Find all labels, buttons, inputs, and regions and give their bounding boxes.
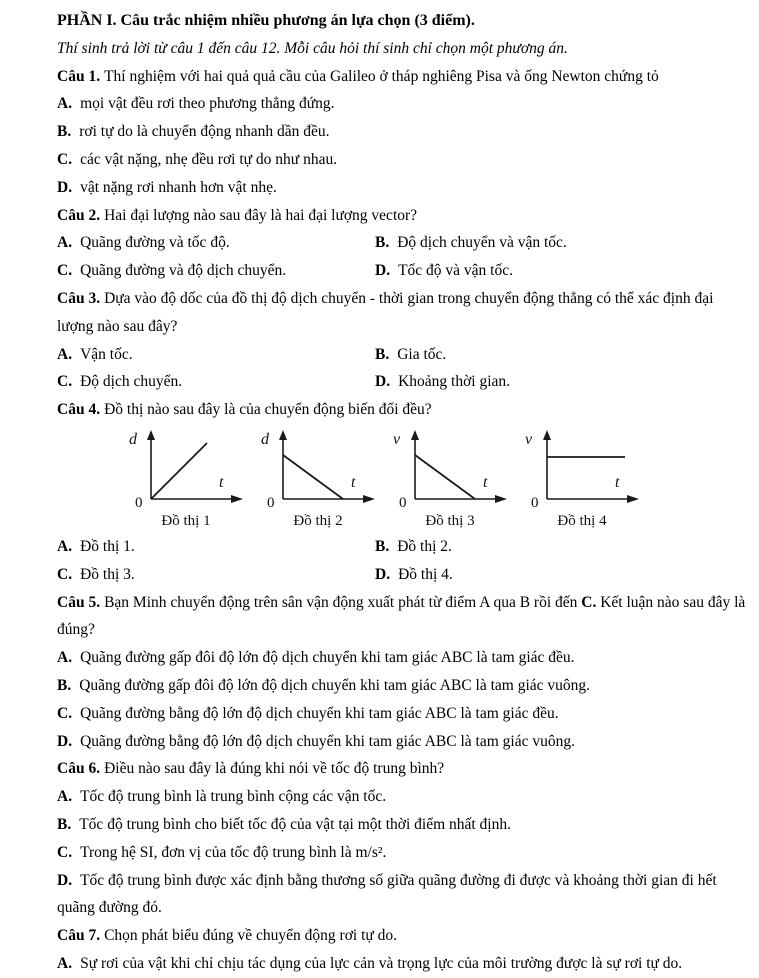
option-d-text: Khoảng thời gian. (398, 373, 511, 391)
option-c-text: Quãng đường bằng độ lớn độ dịch chuyển khi tam giác ABC là tam giác đều. (80, 704, 559, 722)
question-3-stem (57, 285, 747, 341)
option-a-label: A. (57, 788, 73, 806)
chart-do-thi-2 (253, 427, 383, 532)
option-a-label: A. (57, 345, 73, 363)
option-b-label: B. (375, 537, 390, 555)
y-axis-label: d (261, 430, 269, 448)
question-1-text: Thí nghiệm với hai quả quả cầu của Galileo ở tháp nghiêng Pisa và ống Newton chứng tỏ (104, 67, 659, 85)
option-a-label: A. (57, 95, 73, 113)
chart-caption: Đồ thị 1 (161, 512, 211, 529)
question-3-option-d (375, 368, 747, 396)
question-3-option-b (375, 341, 747, 369)
option-d-text: Quãng đường bằng độ lớn độ dịch chuyển khi tam giác ABC là tam giác vuông. (80, 732, 575, 750)
question-4-text: Đồ thị nào sau đây là của chuyển động biến đổi đều? (104, 401, 432, 419)
vt-graph-falling-line (385, 427, 515, 511)
question-4-figure (121, 427, 747, 532)
x-axis-arrow-icon (231, 495, 243, 503)
y-axis-label: d (129, 430, 137, 448)
option-b-label: B. (57, 123, 72, 141)
option-a-label: A. (57, 649, 73, 667)
question-2-option-a (57, 229, 375, 257)
option-b-label: B. (375, 345, 390, 363)
option-d-label: D. (375, 565, 391, 583)
question-3-option-c (57, 368, 375, 396)
question-1-stem (57, 63, 747, 91)
question-5-text-after: Kết luận nào sau đây là đúng? (57, 593, 746, 639)
x-axis-arrow-icon (363, 495, 375, 503)
option-c-text: Quãng đường và độ dịch chuyển. (80, 262, 287, 280)
x-axis-label: t (219, 473, 224, 491)
question-2-options-row-1 (57, 229, 747, 257)
option-c-text: Đồ thị 3. (80, 565, 135, 583)
question-7-stem (57, 922, 747, 950)
question-4-label: Câu 4. (57, 401, 101, 419)
origin-label: 0 (531, 494, 539, 511)
origin-label: 0 (135, 494, 143, 511)
option-b-text: Tốc độ trung bình cho biết tốc độ của vật tại một thời điểm nhất định. (79, 815, 511, 833)
dt-graph-falling-line (253, 427, 383, 511)
option-a-text: Quãng đường gấp đôi độ lớn độ dịch chuyển khi tam giác ABC là tam giác đều. (80, 649, 575, 667)
question-4-option-a (57, 533, 375, 561)
y-axis-arrow-icon (543, 430, 551, 440)
data-line (415, 455, 475, 499)
question-3-options-row-2 (57, 368, 747, 396)
option-b-text: Gia tốc. (397, 345, 447, 363)
question-5-option-a (57, 644, 747, 672)
y-axis-arrow-icon (411, 430, 419, 440)
vt-graph-constant-line (517, 427, 647, 511)
option-a-text: Đồ thị 1. (80, 537, 135, 555)
option-b-text: Đồ thị 2. (397, 537, 452, 555)
option-a-label: A. (57, 234, 73, 252)
option-d-text: vật nặng rơi nhanh hơn vật nhẹ. (80, 178, 277, 196)
question-6-option-d (57, 867, 747, 923)
question-4-option-c (57, 561, 375, 589)
option-d-label: D. (57, 732, 73, 750)
origin-label: 0 (267, 494, 275, 511)
question-5-option-d (57, 728, 747, 756)
option-d-label: D. (375, 373, 391, 391)
option-c-label: C. (57, 704, 73, 722)
question-2-text: Hai đại lượng nào sau đây là hai đại lượng vector? (104, 206, 418, 224)
y-axis-label: v (393, 430, 401, 448)
question-1-option-a (57, 90, 747, 118)
option-d-text: Đồ thị 4. (398, 565, 453, 583)
question-6-label: Câu 6. (57, 760, 101, 778)
question-5-bold-c: C. (581, 593, 597, 611)
option-c-label: C. (57, 565, 73, 583)
question-3-label: Câu 3. (57, 289, 101, 307)
question-7-option-a (57, 950, 747, 978)
question-2-option-c (57, 257, 375, 285)
option-a-text: Sự rơi của vật khi chỉ chịu tác dụng của lực cản và trọng lực của môi trường được là sự rơi tự do. (80, 954, 683, 972)
option-a-label: A. (57, 537, 73, 555)
question-3-option-a (57, 341, 375, 369)
option-d-label: D. (57, 871, 73, 889)
question-1-option-d (57, 174, 747, 202)
part-title: PHẦN I. Câu trắc nhiệm nhiều phương án lựa chọn (3 điểm). (57, 12, 475, 29)
option-d-text: Tốc độ và vận tốc. (398, 262, 513, 280)
option-c-text: các vật nặng, nhẹ đều rơi tự do như nhau. (80, 150, 338, 168)
chart-do-thi-4 (517, 427, 647, 532)
question-4-stem (57, 396, 747, 424)
option-c-label: C. (57, 373, 73, 391)
data-line (151, 443, 207, 499)
instruction-text: Thí sinh trả lời từ câu 1 đến câu 12. Mỗi câu hỏi thí sinh chỉ chọn một phương án. (57, 39, 568, 57)
question-5-stem (57, 589, 747, 645)
x-axis-label: t (483, 473, 488, 491)
chart-do-thi-3 (385, 427, 515, 532)
option-a-text: mọi vật đều rơi theo phương thẳng đứng. (80, 95, 335, 113)
question-6-option-c (57, 839, 747, 867)
origin-label: 0 (399, 494, 407, 511)
question-3-options-row-1 (57, 341, 747, 369)
option-c-text: Độ dịch chuyển. (80, 373, 183, 391)
option-b-text: Quãng đường gấp đôi độ lớn độ dịch chuyển khi tam giác ABC là tam giác vuông. (79, 676, 591, 694)
data-line (283, 455, 343, 499)
x-axis-label: t (351, 473, 356, 491)
option-b-text: Độ dịch chuyển và vận tốc. (397, 234, 567, 252)
option-c-label: C. (57, 843, 73, 861)
question-4-options-row-1 (57, 533, 747, 561)
chart-caption: Đồ thị 4 (557, 512, 607, 529)
question-6-option-b (57, 811, 747, 839)
question-1-label: Câu 1. (57, 67, 101, 85)
question-1-option-b (57, 118, 747, 146)
option-b-label: B. (375, 234, 390, 252)
question-2-stem (57, 202, 747, 230)
question-2-options-row-2 (57, 257, 747, 285)
chart-caption: Đồ thị 2 (293, 512, 343, 529)
question-5-label: Câu 5. (57, 593, 101, 611)
option-a-text: Tốc độ trung bình là trung bình cộng các vận tốc. (80, 788, 387, 806)
option-c-label: C. (57, 150, 73, 168)
chart-do-thi-1 (121, 427, 251, 532)
question-5-option-b (57, 672, 747, 700)
option-b-label: B. (57, 676, 72, 694)
option-d-label: D. (375, 262, 391, 280)
question-7-label: Câu 7. (57, 927, 101, 945)
x-axis-arrow-icon (627, 495, 639, 503)
option-b-label: B. (57, 815, 72, 833)
question-4-option-b (375, 533, 747, 561)
option-d-label: D. (57, 178, 73, 196)
option-c-label: C. (57, 262, 73, 280)
question-2-option-b (375, 229, 747, 257)
question-2-option-d (375, 257, 747, 285)
x-axis-label: t (615, 473, 620, 491)
option-c-text: Trong hệ SI, đơn vị của tốc độ trung bình là m/s². (80, 843, 387, 861)
y-axis-arrow-icon (279, 430, 287, 440)
question-6-stem (57, 755, 747, 783)
option-b-text: rơi tự do là chuyển động nhanh dần đều. (79, 123, 330, 141)
dt-graph-rising-line (121, 427, 251, 511)
question-6-option-a (57, 783, 747, 811)
question-4-options-row-2 (57, 561, 747, 589)
option-d-text: Tốc độ trung bình được xác định bằng thương số giữa quãng đường đi được và khoảng thời gian đi hết quãng đường đó. (57, 871, 717, 917)
question-3-text: Dựa vào độ dốc của đồ thị độ dịch chuyển - thời gian trong chuyển động thẳng có thể xác định đại lượng nào sau đây? (57, 289, 714, 335)
x-axis-arrow-icon (495, 495, 507, 503)
question-4-option-d (375, 561, 747, 589)
question-5-option-c (57, 700, 747, 728)
chart-caption: Đồ thị 3 (425, 512, 475, 529)
question-6-text: Điều nào sau đây là đúng khi nói về tốc độ trung bình? (104, 760, 445, 778)
question-1-option-c (57, 146, 747, 174)
option-a-text: Vận tốc. (80, 345, 133, 363)
y-axis-label: v (525, 430, 533, 448)
option-a-text: Quãng đường và tốc độ. (80, 234, 230, 252)
option-a-label: A. (57, 954, 73, 972)
y-axis-arrow-icon (147, 430, 155, 440)
question-5-text-before: Bạn Minh chuyển động trên sân vận động xuất phát từ điểm A qua B rồi đến (104, 593, 578, 611)
question-2-label: Câu 2. (57, 206, 101, 224)
question-7-text: Chọn phát biểu đúng về chuyển động rơi tự do. (104, 927, 398, 945)
